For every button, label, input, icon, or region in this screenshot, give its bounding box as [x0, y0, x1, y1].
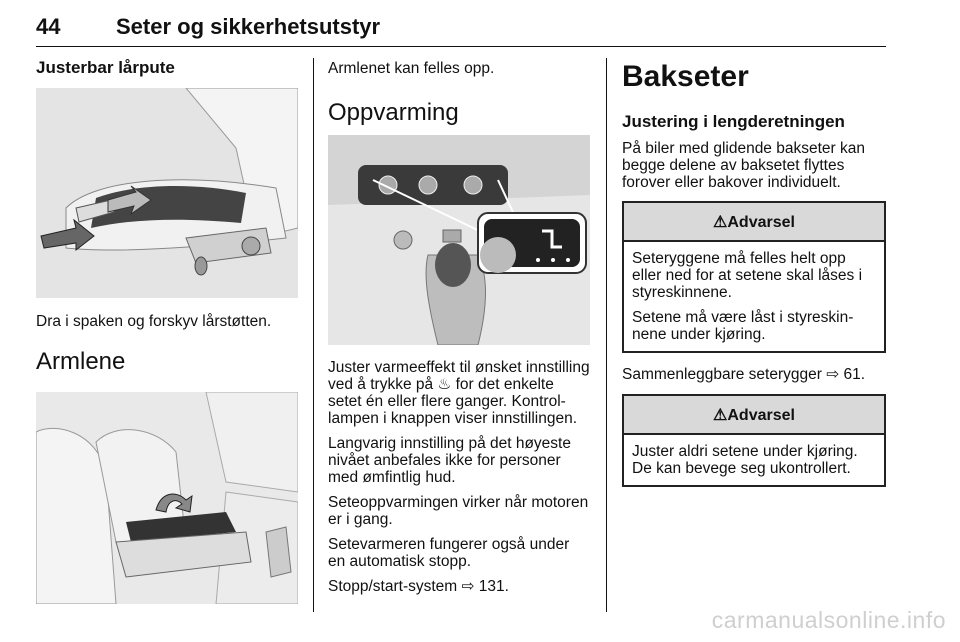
warning-2-paragraph-1: Juster aldri setene under kjøring. De kan bevege seg ukontrollert.	[632, 443, 858, 477]
stop-start-reference-link[interactable]: Stopp/start-system ⇨ 131.	[328, 578, 509, 595]
warning-title-1: ⚠Advarsel	[624, 203, 884, 242]
column-middle	[328, 58, 590, 595]
heating-paragraph-1: Juster varmeeffekt til ønsket innstilling ved å trykke på ♨ for det enkelte setet én eller flere ganger. Kontrollampen i knappen viser innstillingen.	[328, 359, 590, 427]
warning-box-2	[622, 394, 886, 487]
page-number: 44	[36, 14, 61, 39]
thigh-support-illustration	[36, 88, 298, 298]
heating-paragraph-2: Langvarig innstilling på det høyeste nivået anbefales ikke for personer med ømfintlig hud.	[328, 435, 571, 486]
section-heading-heating: Oppvarming	[328, 99, 459, 126]
section-heading-armrest: Armlene	[36, 348, 126, 375]
column-divider-2	[606, 58, 607, 612]
column-divider-1	[313, 58, 314, 612]
page-header	[36, 6, 886, 46]
heating-text-block	[328, 359, 590, 595]
subheading-longitudinal: Justering i lengderetningen	[622, 112, 845, 131]
column-right	[622, 58, 886, 487]
header-rule	[36, 46, 886, 47]
warning-1-paragraph-1: Seteryggene må felles helt opp eller ned for at setene skal låses i styreskinnene.	[632, 250, 863, 301]
warning-1-paragraph-2: Setene må være låst i styreskinnene under kjøring.	[632, 309, 854, 343]
thigh-support-text: Dra i spaken og forskyv lårstøtten.	[36, 313, 272, 330]
heating-paragraph-3: Seteoppvarmingen virker når motoren er i gang.	[328, 494, 589, 528]
section-heading-thigh-support: Justerbar lårpute	[36, 58, 175, 77]
warning-box-1	[622, 201, 886, 353]
seat-heating-illustration	[328, 135, 590, 345]
warning-title-2: ⚠Advarsel	[624, 396, 884, 435]
rear-seats-paragraph: På biler med glidende bakseter kan begge delene av baksetet flyttes forover eller bakover individuelt.	[622, 140, 865, 191]
armrest-fold-text: Armlenet kan felles opp.	[328, 60, 495, 77]
column-left	[36, 58, 298, 604]
heating-paragraph-4: Setevarmeren fungerer også under en automatisk stopp.	[328, 536, 570, 570]
armrest-illustration	[36, 392, 298, 604]
watermark: carmanualsonline.info	[711, 607, 946, 633]
folding-seatbacks-reference-link[interactable]: Sammenleggbare seterygger ⇨ 61.	[622, 366, 866, 383]
page-title: Seter og sikkerhetsutstyr	[116, 14, 381, 39]
section-heading-rear-seats: Bakseter	[622, 60, 749, 93]
